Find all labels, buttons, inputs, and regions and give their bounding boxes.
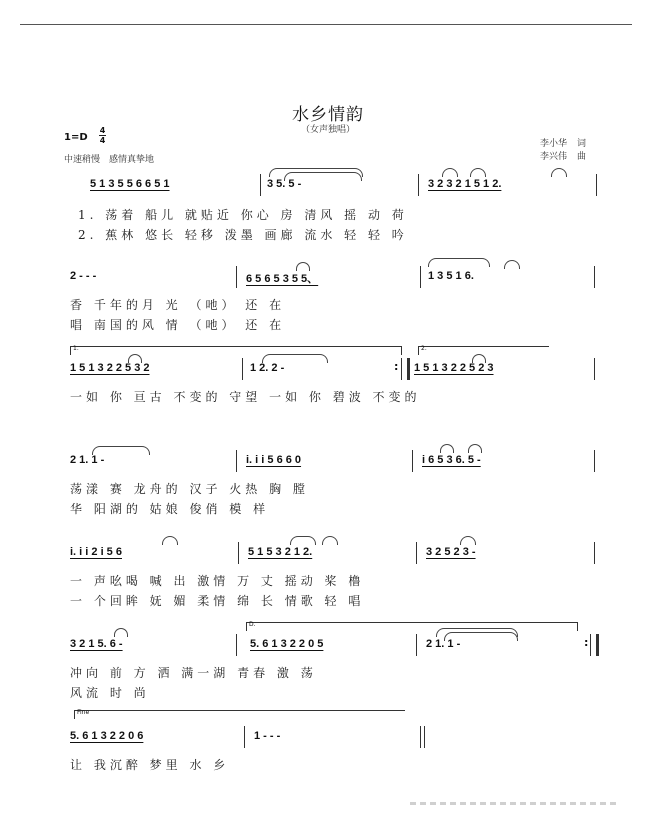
measure-3: 3 2 3 2 1 5 1 2. <box>428 178 502 190</box>
credits <box>540 138 586 164</box>
slur-arc <box>504 260 520 269</box>
measure-12: i 6 5 3 6. 5 - <box>422 454 481 466</box>
barline <box>236 450 237 472</box>
slur-arc <box>442 168 458 177</box>
final-barline <box>420 726 425 748</box>
measure-19: 5. 6 1 3 2 2 0 6 <box>70 730 144 742</box>
slur-arc <box>440 444 454 453</box>
slur-arc <box>322 536 338 545</box>
composer-name: 李兴伟 <box>540 152 568 162</box>
measure-13: i. i i 2 i 5 6 <box>70 546 122 558</box>
measure-15: 3 2 5 2 3 - <box>426 546 476 558</box>
measure-16: 3 2 1 5. 6 - <box>70 638 123 650</box>
lyrics-verse-1: 一如 你 亘古 不变的 守望 一如 你 碧波 不变的 <box>70 390 421 404</box>
barline <box>242 358 243 380</box>
volta-bracket: D. <box>246 622 578 631</box>
slur-arc <box>290 536 316 545</box>
song-title: 水乡情韵 <box>292 105 364 125</box>
lyrics-verse-2: 风流 时 尚 <box>70 686 150 700</box>
barline <box>418 174 419 196</box>
time-signature-top: 4 <box>99 126 106 135</box>
composer-role: 曲 <box>577 152 587 162</box>
lyricist-credit <box>540 138 586 151</box>
measure-1: 5 1 3 5 5 6 6 5 1 <box>90 178 170 190</box>
measure-5: 6 5 6 5 3 5 5、 <box>246 273 319 285</box>
barline <box>420 266 421 288</box>
lyrics-verse-1: 香 千年的月 光 （吔） 还 在 <box>70 298 286 312</box>
barline <box>238 542 239 564</box>
barline <box>596 174 597 196</box>
slur-arc <box>468 444 482 453</box>
repeat-barline <box>401 358 410 380</box>
barline <box>236 266 237 288</box>
measure-4: 2 - - - <box>70 270 97 282</box>
measure-7: 1 5 1 3 2 2 5 3 2 <box>70 362 150 374</box>
volta-first-ending: 1. <box>70 346 402 355</box>
volta-bracket: Fine <box>74 710 405 719</box>
slur-arc <box>460 536 476 545</box>
repeat-barline <box>590 634 599 656</box>
barline <box>594 450 595 472</box>
barline <box>416 542 417 564</box>
barline <box>412 450 413 472</box>
slur-arc <box>551 168 567 177</box>
repeat-end-dots: : <box>584 636 589 649</box>
time-signature <box>99 126 106 145</box>
lyrics-verse-1: 1. 荡着 船儿 就贴近 你心 房 清风 摇 动 荷 <box>78 208 408 222</box>
measure-8: 1 2. 2 - <box>250 362 285 374</box>
barline <box>260 174 261 196</box>
lyrics-verse-1: 荡漾 赛 龙舟的 汉子 火热 胸 膛 <box>70 482 309 496</box>
measure-20: 1 - - - <box>254 730 281 742</box>
lyrics-verse-1: 冲向 前 方 洒 满一湖 青春 激 荡 <box>70 666 317 680</box>
composer-credit <box>540 151 586 164</box>
measure-6: 1 3 5 1 6. <box>428 270 474 282</box>
tempo-marking: 中速稍慢 感情真挚地 <box>64 155 155 165</box>
lyricist-role: 词 <box>577 139 587 149</box>
repeat-end-dots: : <box>394 360 399 373</box>
volta-second-ending: 2. <box>418 346 549 355</box>
measure-10: 2 1. 1 - <box>70 454 105 466</box>
barline <box>594 358 595 380</box>
measure-9: 1 5 1 3 2 2 5 2 3 <box>414 362 494 374</box>
page-top-rule <box>20 24 632 25</box>
lyricist-name: 李小华 <box>540 139 568 149</box>
lyrics-verse-2: 一 个回眸 妩 媚 柔情 绵 长 情歌 轻 唱 <box>70 594 365 608</box>
barline <box>416 634 417 656</box>
lyrics-verse-1: 让 我沉醉 梦里 水 乡 <box>70 758 230 772</box>
measure-17: 5. 6 1 3 2 2 0 5 <box>250 638 324 650</box>
slur-arc <box>162 536 178 545</box>
measure-11: i. i i 5 6 6 0 <box>246 454 302 466</box>
measure-18: 2 1. 1 - <box>426 638 461 650</box>
slur-arc <box>114 628 128 637</box>
barline <box>594 266 595 288</box>
barline <box>594 542 595 564</box>
slur-arc <box>470 168 486 177</box>
measure-2: 3 5. 5 - <box>267 178 302 190</box>
measure-14: 5 1 5 3 2 1 2. <box>248 546 313 558</box>
barline <box>236 634 237 656</box>
barline <box>244 726 245 748</box>
lyrics-verse-2: 2. 蕉林 悠长 轻移 泼墨 画廊 流水 轻 轻 吟 <box>78 228 408 242</box>
lyrics-verse-1: 一 声吆喝 喊 出 激情 万 丈 摇动 桨 橹 <box>70 574 365 588</box>
lyrics-verse-2: 唱 南国的风 情 （吔） 还 在 <box>70 318 286 332</box>
song-subtitle: （女声独唱） <box>300 125 355 135</box>
key-signature: 1=D <box>64 132 88 143</box>
watermark-strip <box>410 802 620 805</box>
lyrics-verse-2: 华 阳湖的 姑娘 俊俏 模 样 <box>70 502 270 516</box>
time-signature-bottom: 4 <box>99 136 106 145</box>
tie-arc <box>428 258 490 267</box>
